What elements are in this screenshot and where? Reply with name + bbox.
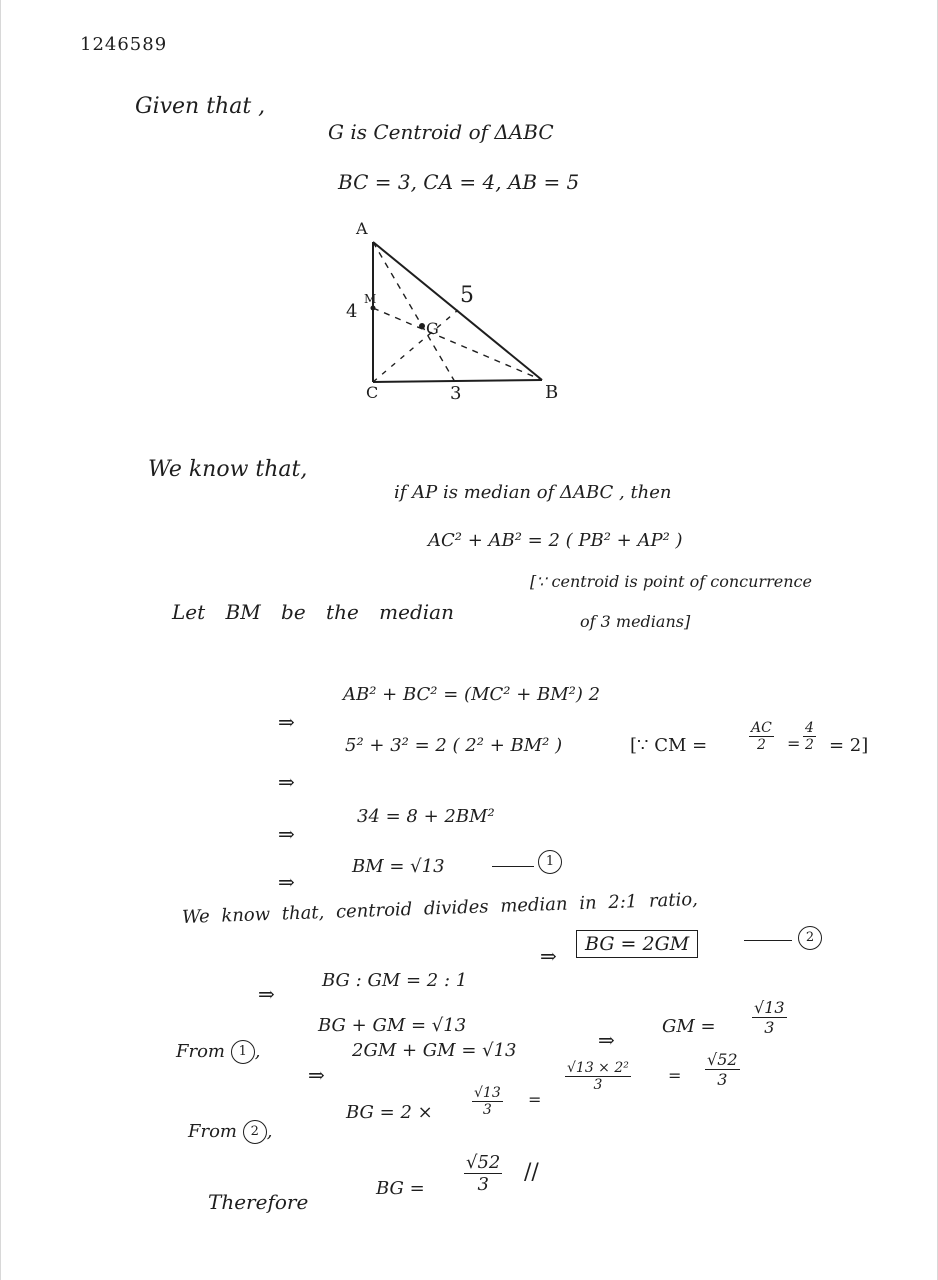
from2-equals-2: = (668, 1066, 682, 1085)
eq2-marker (798, 926, 822, 950)
from1-label: From 1 , (176, 1041, 261, 1062)
step2-frac1-num: AC (751, 720, 772, 736)
id-number: 1246589 (80, 34, 168, 55)
vertex-b-label: B (545, 382, 559, 403)
implies-arrow-4: ⇒ (278, 870, 295, 894)
therefore-label: Therefore (208, 1190, 309, 1214)
centroid-point (419, 323, 425, 329)
from2-fraction-3 (705, 1050, 740, 1089)
from2-fraction-2 (565, 1060, 631, 1093)
from1-text: From (176, 1041, 225, 1062)
conclusion-den: 3 (477, 1174, 489, 1195)
step2-fraction-ac-over-2 (749, 720, 774, 753)
given-heading: Given that , (135, 94, 266, 119)
implies-arrow-1: ⇒ (278, 710, 295, 734)
gm-num: √13 (754, 998, 785, 1017)
from1-circle-num: 1 (231, 1040, 255, 1064)
centroid-ratio-statement: We know that, centroid divides median in 2:1 ratio, (181, 888, 699, 928)
step2-frac2-den: 2 (805, 737, 814, 753)
midpoint-m (371, 306, 376, 311)
conclusion-end-mark: // (524, 1160, 539, 1185)
eq1-label: 1 (538, 850, 562, 874)
step2-fraction-4-over-2 (803, 720, 816, 753)
from2-f2-num: √13 × 2² (567, 1060, 629, 1076)
implies-arrow-8: ⇒ (598, 1028, 615, 1052)
vertex-c-label: C (366, 383, 379, 402)
implies-arrow-2: ⇒ (278, 770, 295, 794)
derivation-step-2: 5² + 3² = 2 ( 2² + BM² ) (345, 735, 563, 756)
step2-reason-suffix: = 2] (829, 735, 869, 756)
step2-equals: = (787, 734, 801, 753)
midpoint-m-label: M (364, 292, 377, 306)
derivation-step-4: BM = √13 (352, 856, 445, 877)
given-centroid: G is Centroid of ΔABC (328, 120, 554, 144)
given-sides: BC = 3, CA = 4, AB = 5 (338, 170, 580, 194)
from2-text: From (188, 1121, 237, 1142)
ratio-line: BG : GM = 2 : 1 (322, 970, 468, 991)
side-ab-value: 5 (460, 283, 474, 308)
conclusion-fraction (464, 1152, 502, 1195)
from2-f3-den: 3 (717, 1070, 728, 1089)
triangle-diagram (330, 210, 590, 410)
median-reason-line2: of 3 medians] (580, 612, 691, 631)
implies-arrow-3: ⇒ (278, 822, 295, 846)
step2-frac2-num: 4 (805, 720, 814, 736)
from2-f1-num: √13 (474, 1085, 501, 1101)
eq2-label: 2 (798, 926, 822, 950)
centroid-g-label: G (426, 319, 439, 338)
conclusion-num: √52 (466, 1152, 501, 1173)
side-bc-value: 3 (450, 383, 462, 404)
implies-arrow-5: ⇒ (258, 982, 275, 1006)
median-c-line (373, 310, 458, 382)
theorem-statement: if AP is median of ΔABC , then (394, 482, 672, 503)
from2-equals-1: = (528, 1090, 542, 1109)
from2-fraction-1 (472, 1085, 503, 1118)
implies-arrow-7: ⇒ (308, 1063, 325, 1087)
eq1-leader-line (492, 866, 534, 867)
implies-arrow-6: ⇒ (540, 944, 557, 968)
boxed-bg-2gm: BG = 2GM (576, 930, 698, 958)
from2-f1-den: 3 (482, 1102, 492, 1118)
eq2-leader-line (744, 940, 792, 941)
median-reason-line1: [∵ centroid is point of concurrence (530, 572, 812, 591)
theorem-intro: We know that, (148, 457, 308, 482)
from2-label: From 2 , (188, 1121, 273, 1142)
from2-f2-den: 3 (593, 1077, 603, 1093)
gm-fraction (752, 998, 787, 1037)
vertex-a-label: A (356, 219, 368, 238)
gm-den: 3 (764, 1018, 775, 1037)
let-median-text: Let BM be the median (172, 600, 454, 624)
eq1-marker (538, 850, 562, 874)
side-ca-value: 4 (346, 301, 358, 322)
step2-frac1-den: 2 (756, 737, 766, 753)
from1-line1: BG + GM = √13 (318, 1015, 467, 1036)
bg-prefix-from2: BG = 2 × (346, 1102, 433, 1123)
step2-reason-prefix: [∵ CM = (630, 735, 708, 756)
page-edge-left (0, 0, 1, 1280)
median-bm-line (373, 308, 542, 380)
from2-circle-num: 2 (243, 1120, 267, 1144)
gm-prefix: GM = (662, 1016, 716, 1037)
from2-f3-num: √52 (707, 1050, 738, 1069)
derivation-step-1: AB² + BC² = (MC² + BM²) 2 (343, 684, 601, 705)
theorem-formula: AC² + AB² = 2 ( PB² + AP² ) (428, 530, 683, 551)
side-cb-line (373, 380, 542, 382)
median-a-line (373, 242, 455, 382)
conclusion-bg-prefix: BG = (376, 1178, 425, 1199)
from1-line2: 2GM + GM = √13 (352, 1040, 517, 1061)
derivation-step-3: 34 = 8 + 2BM² (357, 806, 495, 827)
